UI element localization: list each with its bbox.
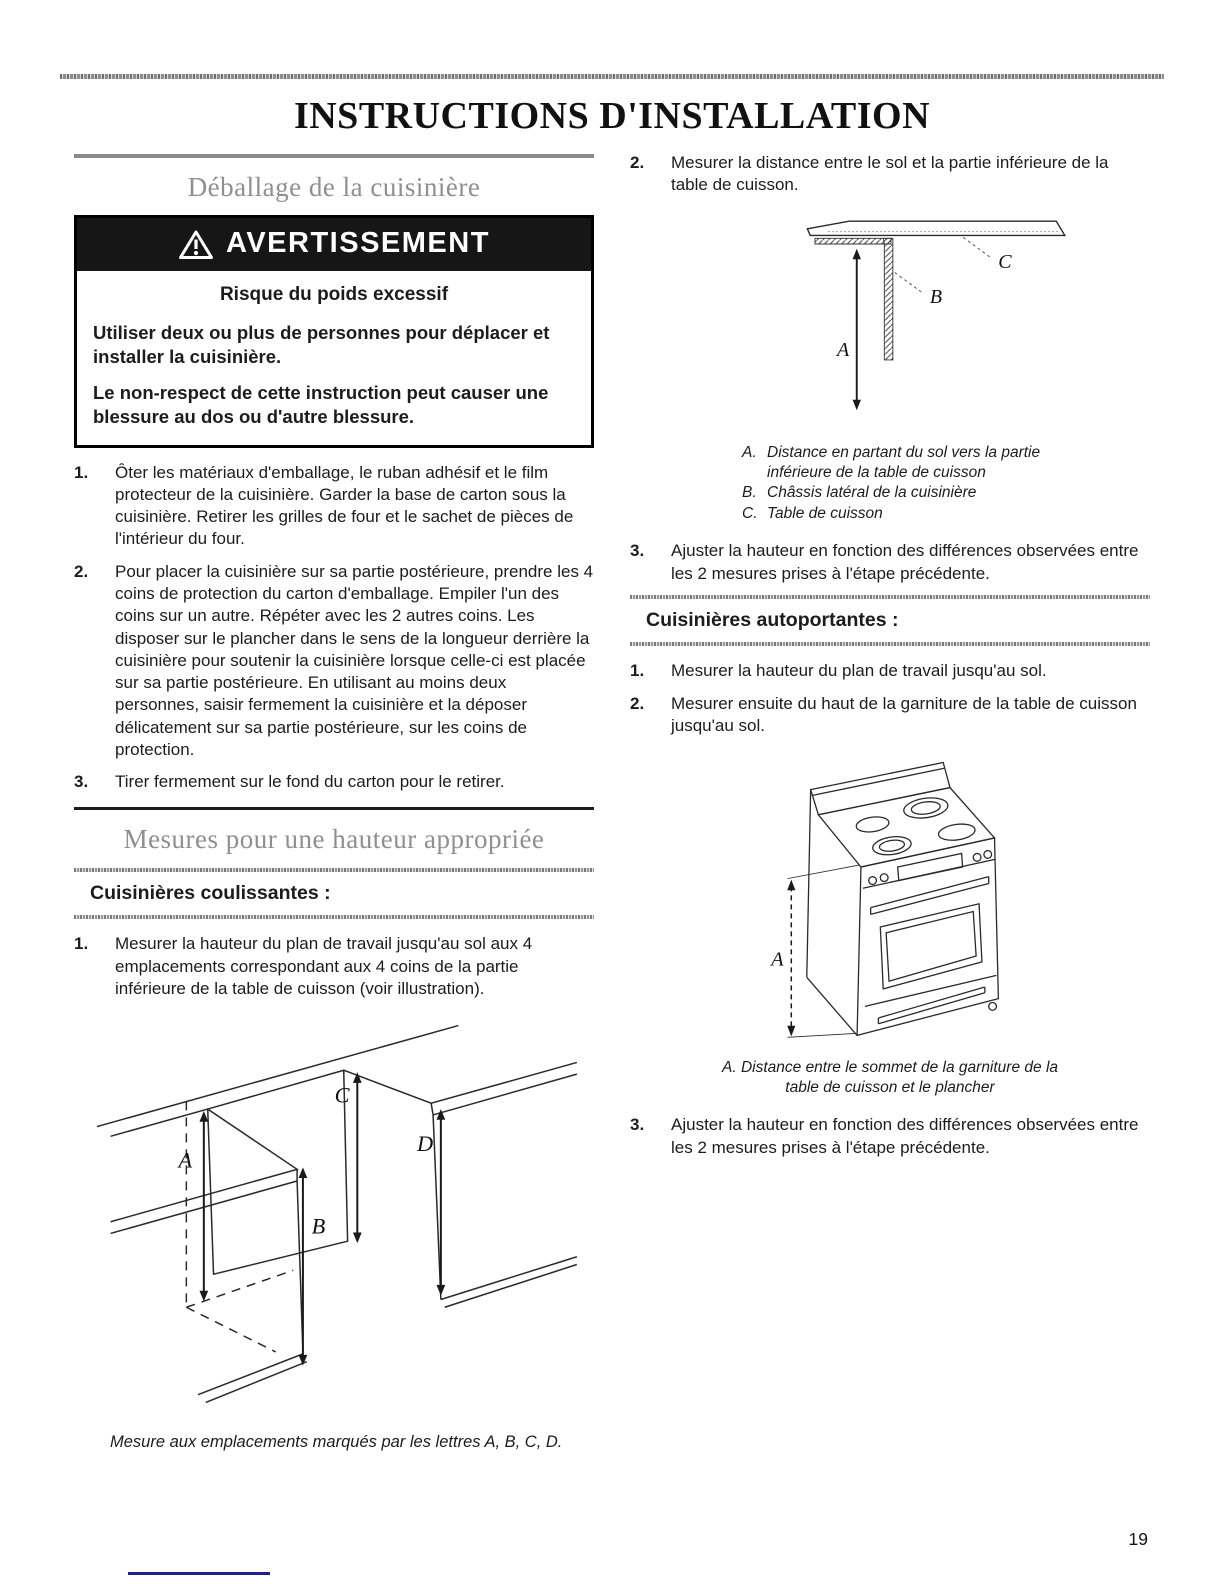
- page-title: INSTRUCTIONS D'INSTALLATION: [293, 95, 931, 137]
- subheading-freestanding: Cuisinières autoportantes :: [646, 608, 899, 631]
- top-dotted-rule: [60, 74, 1164, 79]
- warning-body: [77, 271, 591, 445]
- cooktop-side-figure: [630, 206, 1150, 440]
- legend-entry: [742, 504, 1150, 524]
- warning-heading: Risque du poids excessif: [219, 284, 449, 306]
- step-number: 1.: [630, 661, 645, 681]
- warning-box: [74, 215, 594, 448]
- step-number: 2.: [630, 152, 645, 172]
- left-column: [74, 148, 594, 1454]
- step-text: Mesurer la distance entre le sol et la partie inférieure de la table de cuisson.: [671, 152, 1109, 195]
- step-text: Mesurer la hauteur du plan de travail jusqu'au sol.: [671, 661, 1047, 681]
- section-rule: [74, 807, 594, 810]
- legend-text: Châssis latéral de la cuisinière: [767, 484, 977, 502]
- countertop-corner-drawing: [84, 1010, 584, 1418]
- figure-label-a: A: [771, 948, 784, 971]
- figure-label-b: B: [929, 286, 943, 309]
- dotted-rule: [74, 868, 594, 872]
- list-item: [630, 1114, 1150, 1159]
- countertop-corner-figure: [74, 1010, 594, 1424]
- legend-key: A.: [721, 1058, 737, 1076]
- figure-label-b: B: [311, 1213, 326, 1239]
- subheading-slide-in: Cuisinières coulissantes :: [90, 881, 331, 904]
- range-figure: [630, 747, 1150, 1053]
- step-number: 1.: [74, 462, 89, 482]
- legend-key: B.: [742, 484, 757, 502]
- unpack-steps: [74, 462, 594, 794]
- legend-entry: [742, 443, 1150, 484]
- dotted-rule: [630, 595, 1150, 599]
- dotted-rule: [74, 915, 594, 919]
- figure-label-d: D: [416, 1130, 434, 1156]
- figure-label-a: A: [178, 1147, 193, 1173]
- step-number: 1.: [74, 934, 89, 954]
- section-title-height: Mesures pour une hauteur appropriée: [123, 824, 545, 855]
- step-text: Pour placer la cuisinière sur sa partie postérieure, prendre les 4 coins de protection du carton d'emballage. Empiler l'un des coins sur un autre. Répéter avec les 2 autres coins. Les disposer sur le plancher dans le sens de la longueur derrière la cuisinière pour soutenir la cuisinière lorsque celle-ci est placée sur sa partie postérieure. En utilisant au moins deux personnes, saisir fermement la cuisinière et la déposer délicatement sur sa partie postérieure, sur les coins de protection.: [115, 561, 594, 759]
- step-number: 3.: [74, 772, 89, 792]
- step-number: 3.: [630, 1115, 645, 1135]
- right-column: [630, 148, 1150, 1454]
- warning-banner-label: AVERTISSEMENT: [226, 227, 490, 260]
- warning-paragraph: Le non-respect de cette instruction peut causer une blessure au dos ou d'autre blessure.: [93, 382, 549, 427]
- list-item: [630, 152, 1150, 197]
- step-number: 2.: [630, 693, 645, 713]
- legend-entry: [742, 483, 1150, 503]
- step-text: Mesurer la hauteur du plan de travail jusqu'au sol aux 4 emplacements correspondant aux 4 coins de la partie inférieure de la table de cuisson (voir illustration).: [115, 934, 533, 998]
- range-figure-legend: [718, 1058, 1063, 1099]
- range-drawing: [740, 747, 1040, 1047]
- adjust-step: [630, 1114, 1150, 1159]
- figure-label-c: C: [998, 251, 1012, 274]
- section-rule: [74, 154, 594, 158]
- side-figure-legend: [742, 443, 1150, 525]
- list-item: [74, 462, 594, 551]
- step-text: Tirer fermement sur le fond du carton pour le retirer.: [115, 772, 505, 792]
- legend-text: Distance entre le sommet de la garniture de la table de cuisson et le plancher: [740, 1058, 1059, 1096]
- figure-label-c: C: [334, 1082, 350, 1108]
- page-number: 19: [1128, 1529, 1148, 1549]
- step-text: Ajuster la hauteur en fonction des différences observées entre les 2 mesures prises à l'étape précédente.: [671, 541, 1139, 583]
- legend-text: Distance en partant du sol vers la partie inférieure de la table de cuisson: [767, 443, 1041, 482]
- list-item: [630, 693, 1150, 738]
- list-item: [630, 660, 1150, 682]
- legend-text: Table de cuisson: [767, 504, 883, 522]
- list-item: [74, 933, 594, 1000]
- section-title-unpack: Déballage de la cuisinière: [187, 171, 481, 202]
- figure-label-a: A: [836, 339, 850, 362]
- measure-steps-top: [630, 152, 1150, 197]
- two-column-layout: [0, 148, 1224, 1454]
- step-text: Ajuster la hauteur en fonction des différences observées entre les 2 mesures prises à l'étape précédente.: [671, 1115, 1139, 1157]
- warning-banner: [77, 218, 591, 271]
- slide-in-steps: [74, 933, 594, 1000]
- step-text: Ôter les matériaux d'emballage, le ruban adhésif et le film protecteur de la cuisinière. Garder la base de carton sous la cuisinière. Retirer les grilles de four et le sachet de pièces de l'intérieur du four.: [115, 462, 574, 549]
- step-number: 2.: [74, 561, 89, 581]
- figure-caption: Mesure aux emplacements marqués par les lettres A, B, C, D.: [110, 1433, 563, 1452]
- footer-line: [128, 1572, 270, 1575]
- warning-paragraph: Utiliser deux ou plus de personnes pour déplacer et installer la cuisinière.: [93, 321, 550, 367]
- list-item: [74, 771, 594, 793]
- step-text: Mesurer ensuite du haut de la garniture de la table de cuisson jusqu'au sol.: [671, 693, 1137, 735]
- cooktop-side-drawing: [675, 206, 1105, 434]
- warning-triangle-icon: [178, 229, 214, 260]
- list-item: [74, 561, 594, 761]
- step-number: 3.: [630, 541, 645, 561]
- freestanding-steps: [630, 660, 1150, 737]
- adjust-step: [630, 540, 1150, 585]
- legend-key: A.: [742, 443, 757, 461]
- legend-key: C.: [742, 504, 758, 522]
- dotted-rule: [630, 642, 1150, 646]
- list-item: [630, 540, 1150, 585]
